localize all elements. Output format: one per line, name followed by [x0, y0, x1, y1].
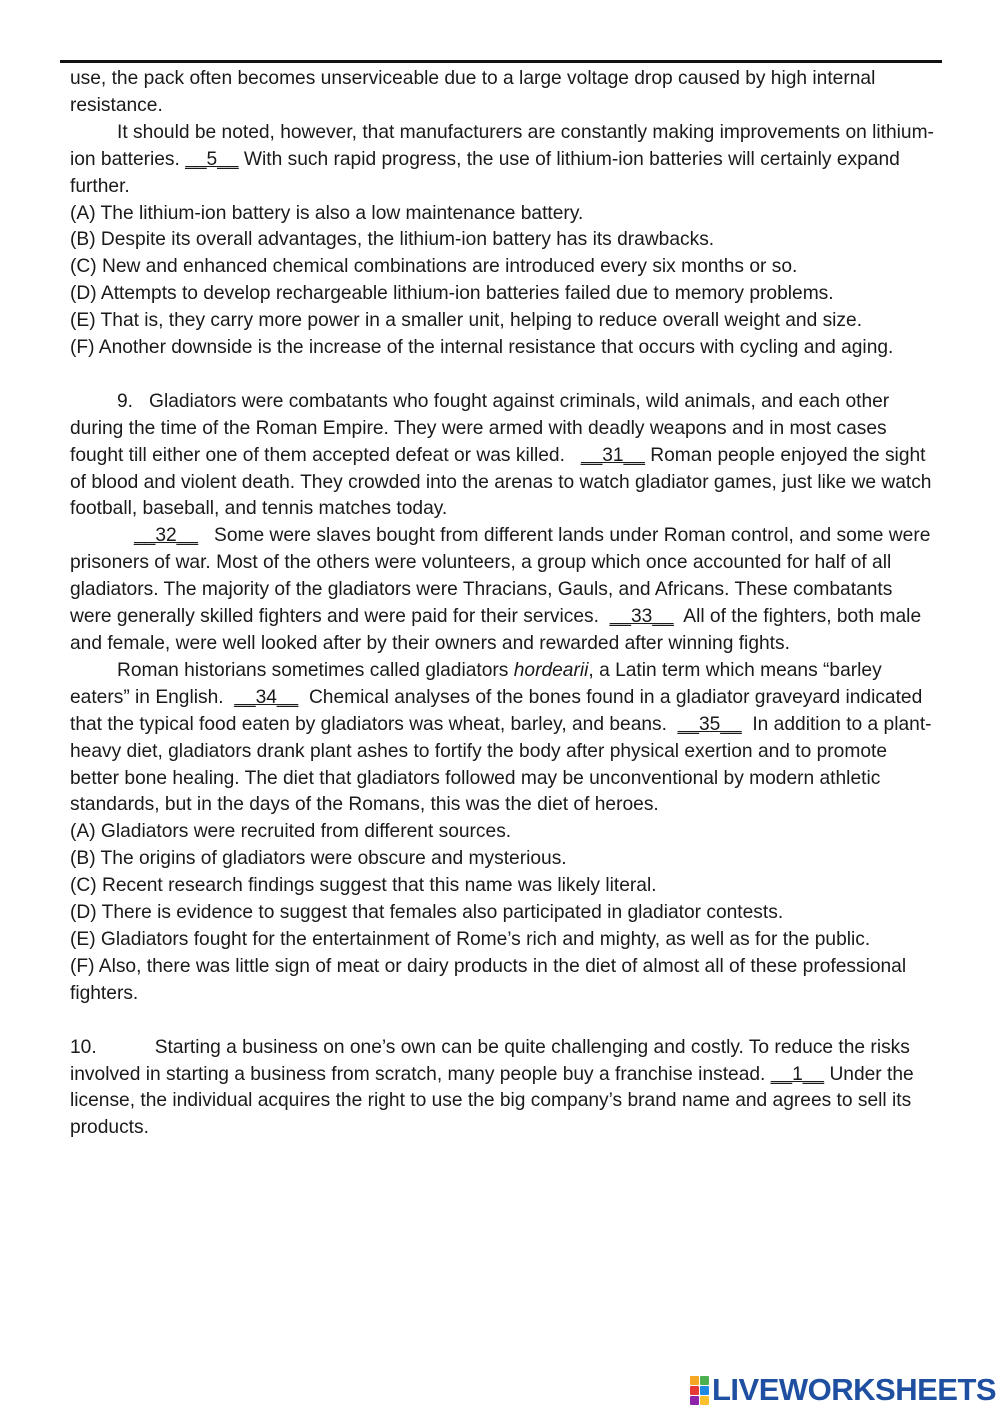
logo-block [690, 1386, 699, 1395]
logo-block [700, 1396, 709, 1405]
paragraph-9-2: __32__ Some were slaves bought from different lands under Roman control, and some were prisoners of war. Most of the others were volunteers, a group which once accounted for half of all gladiators. The majority of the gladiators were Thracians, Gauls, and Africans. These combatants were generally skilled fighters and were paid for their services. __33__ All of the fighters, both male and female, were well looked after by their owners and rewarded after winning fights. [70, 525, 931, 655]
option-8-c: (C) New and enhanced chemical combinations are introduced every six months or so. [70, 256, 798, 278]
worksheet-body [70, 66, 936, 1142]
logo-block [690, 1376, 699, 1385]
top-rule [60, 60, 942, 63]
blank-33[interactable]: __33__ [609, 606, 674, 628]
option-8-f: (F) Another downside is the increase of the internal resistance that occurs with cycling and aging. [70, 337, 894, 359]
paragraph-continuation: use, the pack often becomes unserviceable due to a large voltage drop caused by high internal resistance. [70, 68, 876, 116]
option-9-e: (E) Gladiators fought for the entertainment of Rome’s rich and mighty, as well as for the public. [70, 928, 871, 950]
option-9-c: (C) Recent research findings suggest that this name was likely literal. [70, 875, 657, 897]
blank-5[interactable]: __5__ [185, 148, 239, 170]
question-number-9: 9. [117, 390, 134, 412]
option-8-a: (A) The lithium-ion battery is also a low maintenance battery. [70, 202, 584, 224]
paragraph-10-1: 10. Starting a business on one’s own can be quite challenging and costly. To reduce the risks involved in starting a business from scratch, many people buy a franchise instead. __1__ Under the license, the individual acquires the right to use the big company’s brand name and agrees to sell its products. [70, 1036, 914, 1139]
blank-34[interactable]: __34__ [234, 686, 299, 708]
blank-35[interactable]: __35__ [677, 713, 742, 735]
option-9-d: (D) There is evidence to suggest that females also participated in gladiator contests. [70, 902, 784, 924]
option-9-b: (B) The origins of gladiators were obscure and mysterious. [70, 848, 567, 870]
logo-block [700, 1376, 709, 1385]
option-9-f: (F) Also, there was little sign of meat or dairy products in the diet of almost all of these professional fighters. [70, 955, 907, 1004]
logo-text: LIVEWORKSHEETS [712, 1372, 997, 1407]
option-9-a: (A) Gladiators were recruited from different sources. [70, 821, 512, 843]
option-8-e: (E) That is, they carry more power in a smaller unit, helping to reduce overall weight and size. [70, 310, 863, 332]
option-8-b: (B) Despite its overall advantages, the lithium-ion battery has its drawbacks. [70, 229, 715, 251]
blank-32[interactable]: __32__ [134, 525, 199, 547]
paragraph-9-3: Roman historians sometimes called gladiators hordearii, a Latin term which means “barley eaters” in English. __34__ Chemical analyses of the bones found in a gladiator graveyard indicated that the typical food eaten by gladiators was wheat, barley, and beans. __35__ In addition to a plant-heavy diet, gladiators drank plant ashes to fortify the body after physical exertion and to promote better bone healing. The diet that gladiators followed may be unconventional by modern athletic standards, but in the days of the Romans, this was the diet of heroes. [70, 659, 932, 816]
option-8-d: (D) Attempts to develop rechargeable lithium-ion batteries failed due to memory problems. [70, 283, 834, 305]
liveworksheets-logo [690, 1373, 996, 1407]
blank-1[interactable]: __1__ [770, 1063, 825, 1085]
logo-icon [690, 1376, 708, 1404]
paragraph-8-2: It should be noted, however, that manufacturers are constantly making improvements on lithium-ion batteries. __5__ With such rapid progress, the use of lithium-ion batteries will certainly expand further. [70, 121, 934, 197]
logo-block [690, 1396, 699, 1405]
question-number-10: 10. [70, 1036, 97, 1058]
latin-term: hordearii [513, 659, 589, 681]
blank-31[interactable]: __31__ [580, 444, 645, 466]
paragraph-9-1: 9. Gladiators were combatants who fought against criminals, wild animals, and each other during the time of the Roman Empire. They were armed with deadly weapons and in most cases fought till either one of them accepted defeat or was killed. __31__ Roman people enjoyed the sight of blood and violent death. They crowded into the arenas to watch gladiator games, just like we watch football, baseball, and tennis matches today. [70, 390, 932, 520]
logo-block [700, 1386, 709, 1395]
